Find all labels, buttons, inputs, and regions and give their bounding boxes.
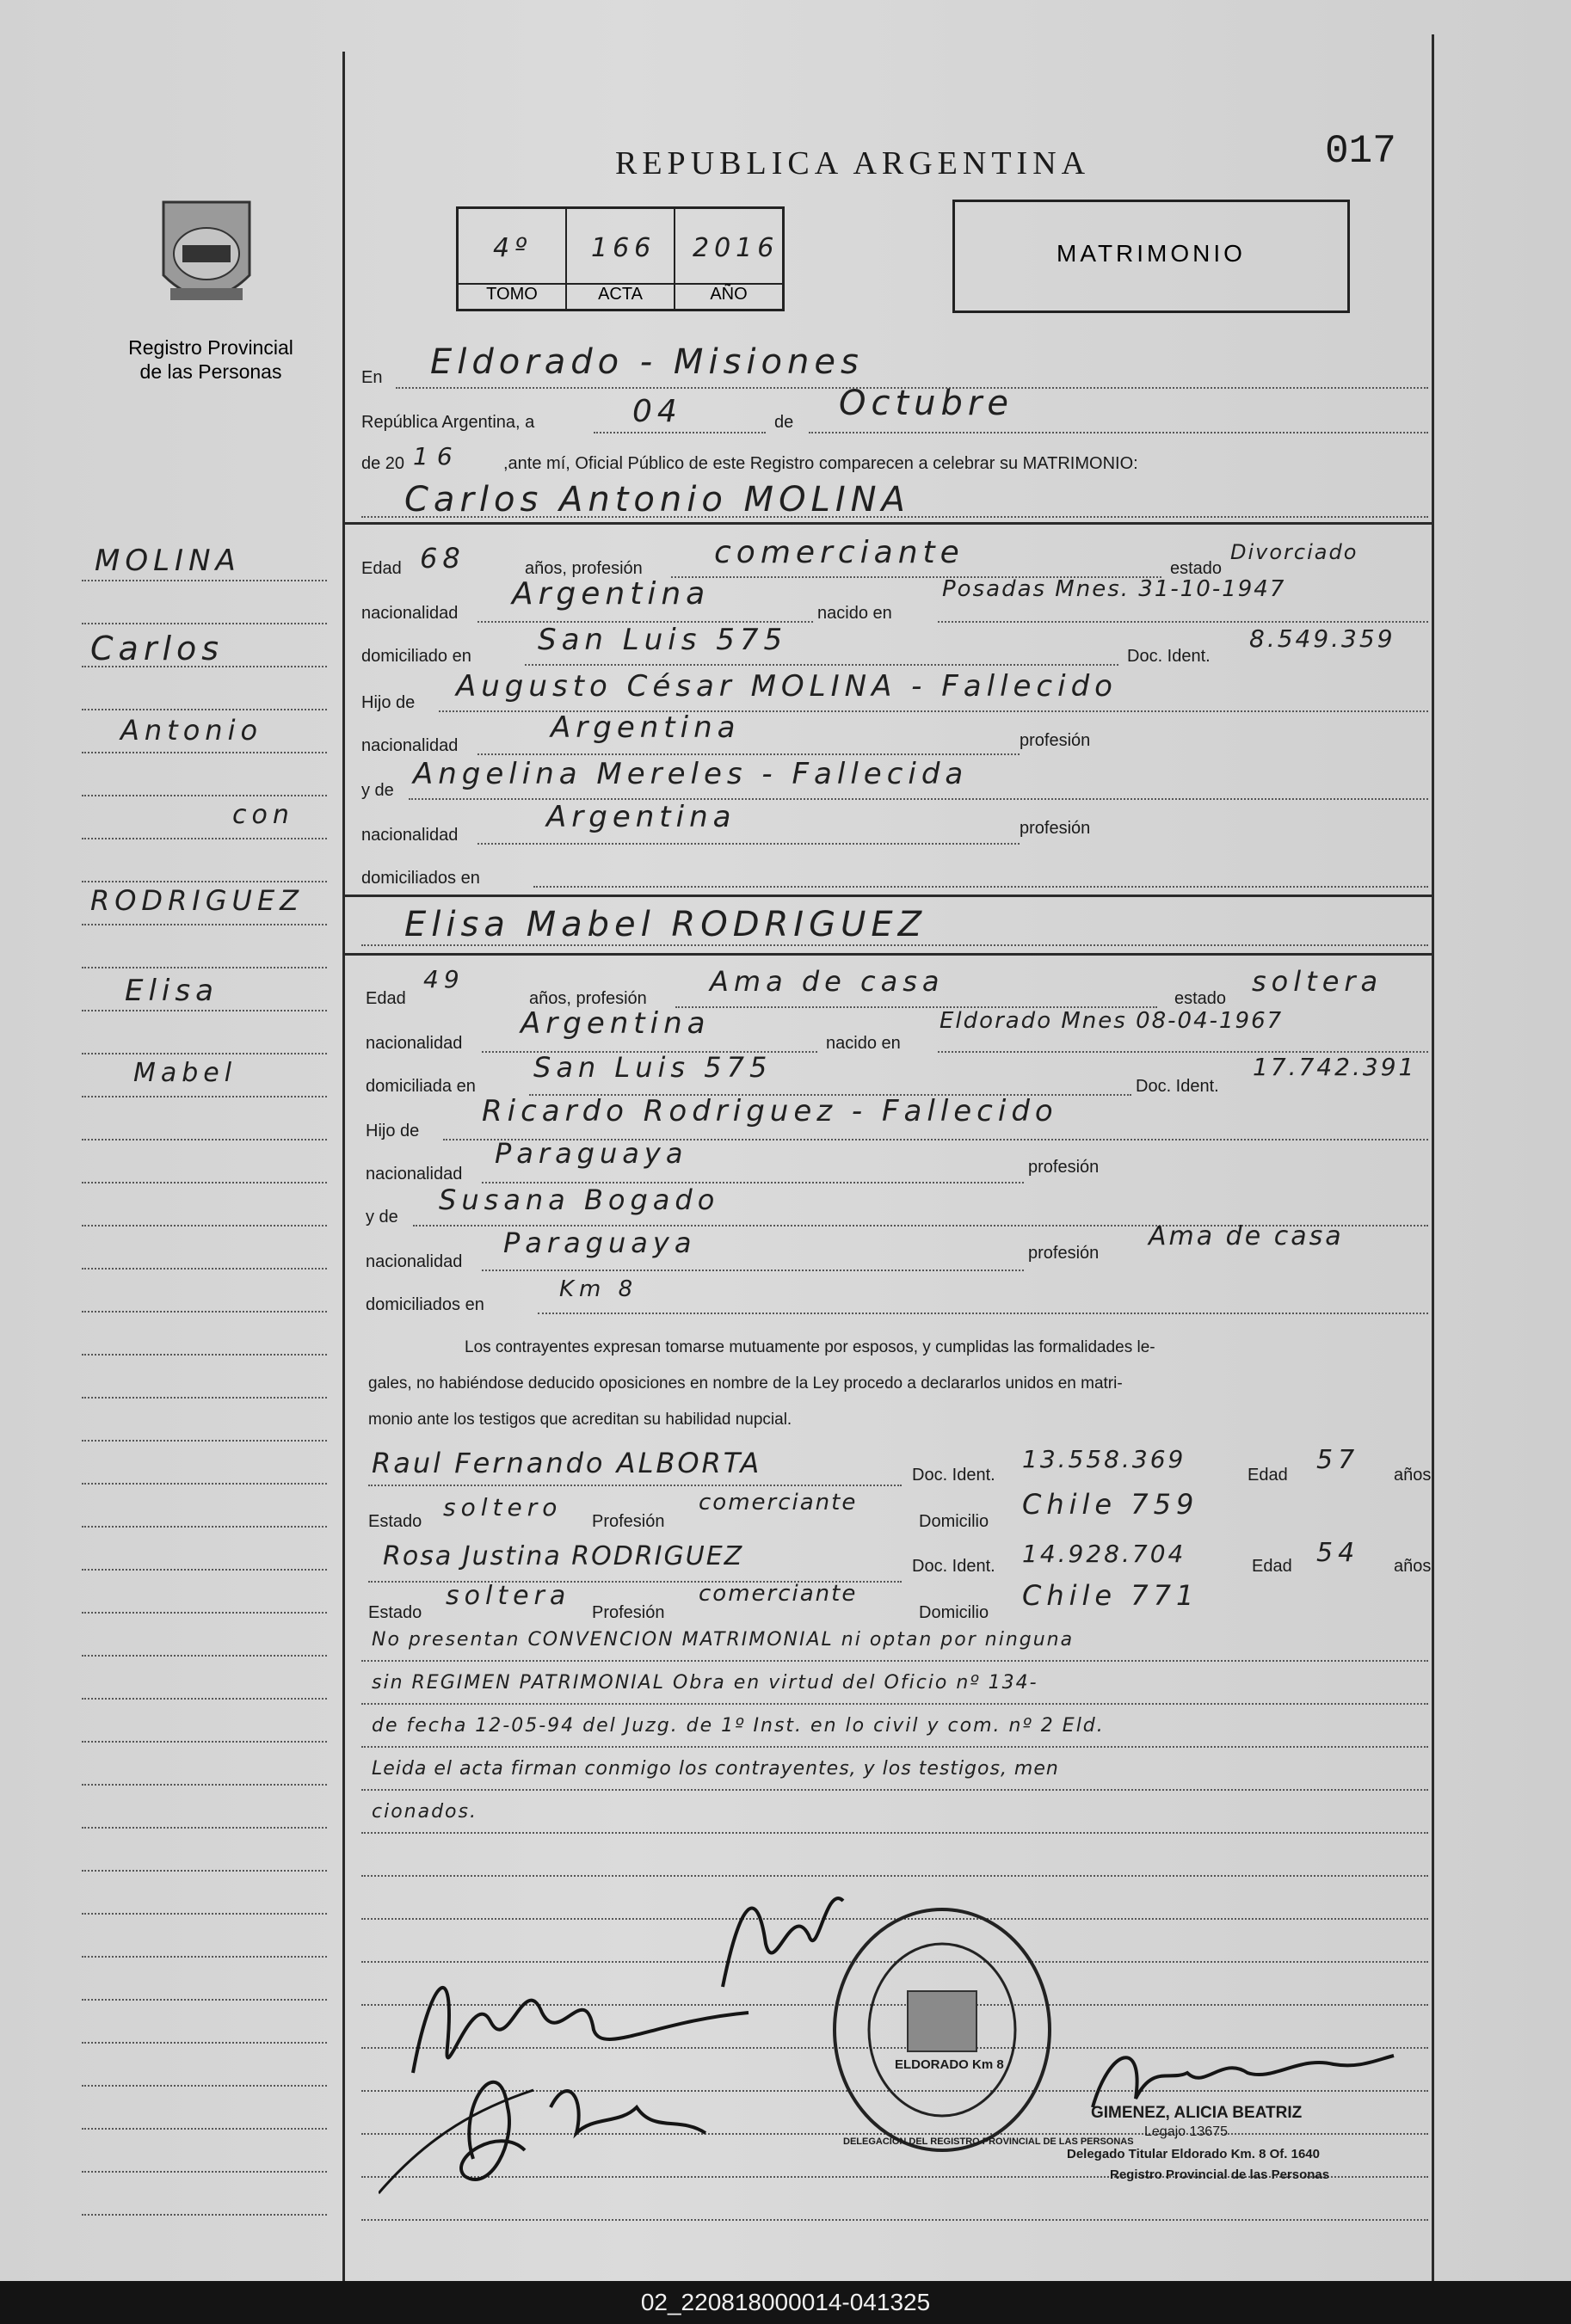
year-suffix: 16 bbox=[413, 442, 461, 470]
note-line-4: Leida el acta firman conmigo los contrayentes, y los testigos, men bbox=[372, 1758, 1059, 1780]
bride-madre-nacionalidad: Paraguaya bbox=[503, 1227, 697, 1259]
right-border-line bbox=[1432, 34, 1434, 2281]
page-number: 017 bbox=[1325, 129, 1396, 174]
day-value: 04 bbox=[632, 394, 682, 429]
witness-2-domicilio-label: Domicilio bbox=[919, 1603, 989, 1622]
bride-padre-prof-label: profesión bbox=[1028, 1158, 1100, 1177]
margin-ruled-line bbox=[82, 1956, 327, 1958]
margin-ruled-line bbox=[82, 623, 327, 624]
witness-1-doc-label: Doc. Ident. bbox=[912, 1466, 995, 1485]
registry-line-2: de las Personas bbox=[139, 360, 282, 383]
witness-1-profesion-label: Profesión bbox=[592, 1512, 665, 1531]
body-ruled-line bbox=[361, 1746, 1428, 1748]
groom-divider bbox=[342, 522, 1432, 525]
bride-estado: soltera bbox=[1252, 965, 1383, 998]
witness-1-anios-label: años bbox=[1394, 1466, 1432, 1485]
document-type: MATRIMONIO bbox=[1057, 240, 1246, 267]
bride-madre-nac-line bbox=[482, 1270, 1024, 1271]
margin-ruled-line bbox=[82, 795, 327, 796]
margin-ruled-line bbox=[82, 666, 327, 667]
bride-nacido-label: nacido en bbox=[826, 1034, 901, 1053]
groom-hijo-label: Hijo de bbox=[361, 693, 416, 712]
declaration-line-1: Los contrayentes expresan tomarse mutuamente por esposos, y cumplidas las formalidades le- bbox=[465, 1338, 1155, 1356]
margin-ruled-line bbox=[82, 709, 327, 710]
margin-note-6: Elisa bbox=[125, 974, 219, 1008]
registry-line-1: Registro Provincial bbox=[128, 336, 293, 359]
de-label: de bbox=[774, 413, 794, 432]
groom-bride-divider bbox=[342, 895, 1432, 897]
official-org: Registro Provincial de las Personas bbox=[1110, 2167, 1330, 2182]
margin-ruled-line bbox=[82, 2214, 327, 2216]
anio-value: 2016 bbox=[693, 233, 779, 263]
margin-note-5: RODRIGUEZ bbox=[90, 884, 305, 917]
witness-2-domicilio: Chile 771 bbox=[1022, 1579, 1199, 1612]
bride-nacido: Eldorado Mnes 08-04-1967 bbox=[940, 1008, 1284, 1034]
margin-ruled-line bbox=[82, 1483, 327, 1485]
bride-domiciliados-label: domiciliados en bbox=[366, 1295, 484, 1314]
groom-padre: Augusto César MOLINA - Fallecido bbox=[456, 669, 1118, 704]
bride-yde-label: y de bbox=[366, 1208, 398, 1227]
margin-ruled-line bbox=[82, 1311, 327, 1313]
groom-padre-nac-label: nacionalidad bbox=[361, 736, 459, 755]
body-ruled-line bbox=[361, 1832, 1428, 1834]
bride-hijo-label: Hijo de bbox=[366, 1122, 420, 1140]
tomo-label: TOMO bbox=[459, 283, 565, 304]
bride-estado-label: estado bbox=[1174, 989, 1227, 1008]
margin-ruled-line bbox=[82, 1569, 327, 1571]
bride-doc-label: Doc. Ident. bbox=[1136, 1077, 1219, 1096]
bride-padre-nacionalidad: Paraguaya bbox=[495, 1137, 688, 1170]
anio-cell bbox=[675, 209, 782, 309]
bride-madre: Susana Bogado bbox=[439, 1184, 720, 1216]
month-line bbox=[809, 432, 1428, 433]
bride-doc: 17.742.391 bbox=[1253, 1053, 1417, 1081]
footer-id: 02_220818000014-041325 bbox=[0, 2281, 1571, 2324]
margin-ruled-line bbox=[82, 1225, 327, 1227]
margin-ruled-line bbox=[82, 1827, 327, 1829]
groom-madre: Angelina Mereles - Fallecida bbox=[413, 757, 969, 791]
acta-cell bbox=[567, 209, 675, 309]
body-ruled-line bbox=[361, 1789, 1428, 1791]
margin-ruled-line bbox=[82, 1053, 327, 1054]
margin-note-7: Mabel bbox=[133, 1058, 237, 1088]
margin-ruled-line bbox=[82, 838, 327, 839]
en-label: En bbox=[361, 368, 383, 387]
groom-edad: 68 bbox=[420, 542, 465, 575]
bride-madre-prof-label: profesión bbox=[1028, 1244, 1100, 1263]
margin-ruled-line bbox=[82, 2042, 327, 2044]
month-value: Octubre bbox=[839, 384, 1013, 423]
margin-ruled-line bbox=[82, 881, 327, 882]
bride-divider bbox=[342, 953, 1432, 956]
ante-text: ,ante mí, Oficial Público de este Registro comparecen a celebrar su MATRIMONIO: bbox=[503, 454, 1138, 473]
groom-padre-prof-label: profesión bbox=[1020, 731, 1091, 750]
groom-edad-label: Edad bbox=[361, 559, 402, 578]
witness-1-doc: 13.558.369 bbox=[1022, 1445, 1186, 1473]
witness-1-domicilio-label: Domicilio bbox=[919, 1512, 989, 1531]
declaration-line-3: monio ante los testigos que acreditan su habilidad nupcial. bbox=[368, 1411, 792, 1429]
margin-ruled-line bbox=[82, 2128, 327, 2130]
groom-domiciliados-label: domiciliados en bbox=[361, 869, 480, 888]
note-line-5: cionados. bbox=[372, 1801, 477, 1823]
bride-name-line bbox=[361, 944, 1428, 946]
bride-madre-nac-label: nacionalidad bbox=[366, 1252, 463, 1271]
stamp-inner-text: ELDORADO Km 8 bbox=[895, 2057, 1004, 2072]
margin-ruled-line bbox=[82, 1526, 327, 1528]
witness-2-edad: 54 bbox=[1316, 1538, 1360, 1568]
groom-nacionalidad: Argentina bbox=[512, 576, 711, 612]
groom-profesion-label: años, profesión bbox=[525, 559, 643, 578]
groom-domicilio-line bbox=[525, 664, 1118, 666]
margin-ruled-line bbox=[82, 2085, 327, 2087]
witness-2-doc: 14.928.704 bbox=[1022, 1540, 1186, 1568]
groom-domicilio-label: domiciliado en bbox=[361, 647, 471, 666]
groom-madre-nac-line bbox=[477, 843, 1020, 845]
registry-name bbox=[95, 335, 327, 384]
bride-padre: Ricardo Rodriguez - Fallecido bbox=[482, 1094, 1058, 1128]
signature-groom bbox=[379, 1849, 860, 2210]
anio-label: AÑO bbox=[675, 283, 782, 304]
registry-stamp bbox=[826, 1901, 1058, 2167]
note-line-1: No presentan CONVENCION MATRIMONIAL ni optan por ninguna bbox=[372, 1629, 1075, 1651]
witness-1-profesion: comerciante bbox=[699, 1490, 858, 1516]
groom-doc: 8.549.359 bbox=[1249, 624, 1395, 653]
misiones-crest-icon bbox=[155, 194, 258, 323]
note-line-3: de fecha 12-05-94 del Juzg. de 1º Inst. en lo civil y com. nº 2 Eld. bbox=[372, 1715, 1105, 1737]
body-ruled-line bbox=[361, 1660, 1428, 1662]
groom-nacionalidad-label: nacionalidad bbox=[361, 604, 459, 623]
day-line bbox=[594, 432, 766, 433]
body-ruled-line bbox=[361, 2219, 1428, 2221]
margin-ruled-line bbox=[82, 924, 327, 925]
bride-nacionalidad-label: nacionalidad bbox=[366, 1034, 463, 1053]
margin-ruled-line bbox=[82, 1354, 327, 1356]
groom-yde-label: y de bbox=[361, 781, 394, 800]
margin-ruled-line bbox=[82, 1096, 327, 1097]
acta-value: 166 bbox=[591, 233, 656, 263]
witness-1-domicilio: Chile 759 bbox=[1022, 1488, 1199, 1521]
place-value: Eldorado - Misiones bbox=[430, 342, 864, 382]
groom-padre-nacionalidad: Argentina bbox=[551, 710, 741, 745]
witness-2-anios-label: años bbox=[1394, 1557, 1432, 1576]
groom-name: Carlos Antonio MOLINA bbox=[404, 480, 910, 520]
margin-ruled-line bbox=[82, 1698, 327, 1700]
groom-madre-nac-label: nacionalidad bbox=[361, 826, 459, 845]
declaration-line-2: gales, no habiéndose deducido oposiciones en nombre de la Ley procedo a declararlos unidos en matri- bbox=[368, 1374, 1123, 1393]
witness-2-doc-label: Doc. Ident. bbox=[912, 1557, 995, 1576]
year-prefix: de 20 bbox=[361, 454, 405, 473]
groom-domiciliados-line bbox=[533, 886, 1428, 888]
margin-ruled-line bbox=[82, 1268, 327, 1270]
republica-label: República Argentina, a bbox=[361, 413, 535, 432]
margin-ruled-line bbox=[82, 580, 327, 581]
header-title: REPUBLICA ARGENTINA bbox=[615, 145, 1091, 181]
groom-madre-prof-label: profesión bbox=[1020, 819, 1091, 838]
bride-profesion-label: años, profesión bbox=[529, 989, 647, 1008]
tomo-cell bbox=[459, 209, 567, 309]
groom-domicilio: San Luis 575 bbox=[538, 623, 788, 657]
witness-2-profesion-label: Profesión bbox=[592, 1603, 665, 1622]
acta-label: ACTA bbox=[567, 283, 674, 304]
witness-1-name: Raul Fernando ALBORTA bbox=[372, 1447, 762, 1479]
margin-note-2: Carlos bbox=[90, 630, 225, 667]
groom-estado: Divorciado bbox=[1230, 540, 1358, 564]
groom-doc-label: Doc. Ident. bbox=[1127, 647, 1211, 666]
left-border-line bbox=[342, 52, 345, 2281]
groom-nacido-line bbox=[938, 621, 1428, 623]
margin-ruled-line bbox=[82, 967, 327, 968]
margin-ruled-line bbox=[82, 1999, 327, 2001]
margin-ruled-line bbox=[82, 1440, 327, 1442]
margin-ruled-line bbox=[82, 2171, 327, 2173]
witness-2-name: Rosa Justina RODRIGUEZ bbox=[383, 1541, 744, 1571]
groom-nacido: Posadas Mnes. 31-10-1947 bbox=[942, 576, 1286, 602]
bride-madre-profesion: Ama de casa bbox=[1149, 1221, 1344, 1251]
tomo-acta-anio-table bbox=[456, 206, 785, 311]
margin-ruled-line bbox=[82, 1139, 327, 1140]
bride-nacionalidad: Argentina bbox=[521, 1006, 711, 1041]
groom-profesion: comerciante bbox=[714, 535, 964, 570]
margin-ruled-line bbox=[82, 1913, 327, 1915]
bride-domiciliados-line bbox=[538, 1313, 1428, 1314]
bride-domicilio: San Luis 575 bbox=[533, 1051, 773, 1084]
note-line-2: sin REGIMEN PATRIMONIAL Obra en virtud del Oficio nº 134- bbox=[372, 1672, 1038, 1694]
groom-padre-nac-line bbox=[477, 753, 1020, 755]
groom-estado-label: estado bbox=[1170, 559, 1223, 578]
margin-ruled-line bbox=[82, 1182, 327, 1184]
margin-ruled-line bbox=[82, 752, 327, 753]
bride-padre-nac-label: nacionalidad bbox=[366, 1165, 463, 1184]
margin-ruled-line bbox=[82, 1010, 327, 1011]
bride-profesion: Ama de casa bbox=[710, 965, 945, 998]
witness-1-estado: soltero bbox=[443, 1493, 563, 1522]
margin-ruled-line bbox=[82, 1870, 327, 1872]
document-type-box bbox=[952, 200, 1350, 313]
bride-name: Elisa Mabel RODRIGUEZ bbox=[404, 905, 927, 944]
official-name: GIMENEZ, ALICIA BEATRIZ bbox=[1091, 2104, 1303, 2122]
margin-ruled-line bbox=[82, 1741, 327, 1743]
witness-2-edad-label: Edad bbox=[1252, 1557, 1292, 1576]
groom-nacido-label: nacido en bbox=[817, 604, 892, 623]
margin-ruled-line bbox=[82, 1655, 327, 1657]
bride-domiciliados: Km 8 bbox=[559, 1276, 638, 1302]
margin-ruled-line bbox=[82, 1784, 327, 1786]
bride-edad-label: Edad bbox=[366, 989, 406, 1008]
official-title: Delegado Titular Eldorado Km. 8 Of. 1640 bbox=[1067, 2147, 1320, 2161]
bride-domicilio-label: domiciliada en bbox=[366, 1077, 476, 1096]
margin-ruled-line bbox=[82, 1397, 327, 1399]
official-legajo: Legajo 13675 bbox=[1144, 2124, 1228, 2139]
witness-2-estado-label: Estado bbox=[368, 1603, 422, 1622]
margin-note-3: Antonio bbox=[120, 714, 263, 747]
groom-madre-nacionalidad: Argentina bbox=[546, 800, 736, 834]
witness-1-estado-label: Estado bbox=[368, 1512, 422, 1531]
witness-1-name-line bbox=[368, 1485, 902, 1486]
witness-1-edad-label: Edad bbox=[1248, 1466, 1288, 1485]
witness-2-profesion: comerciante bbox=[699, 1581, 858, 1607]
witness-1-edad: 57 bbox=[1316, 1445, 1360, 1475]
tomo-value: 4º bbox=[493, 233, 533, 263]
witness-2-estado: soltera bbox=[446, 1581, 571, 1611]
margin-note-4: con bbox=[232, 800, 294, 830]
stamp-ring-text: DELEGACION DEL REGISTRO PROVINCIAL DE LAS PERSONAS bbox=[843, 2136, 1134, 2147]
body-ruled-line bbox=[361, 1703, 1428, 1705]
margin-note-1: MOLINA bbox=[95, 544, 241, 578]
bride-edad: 49 bbox=[423, 965, 465, 993]
margin-ruled-line bbox=[82, 1612, 327, 1614]
